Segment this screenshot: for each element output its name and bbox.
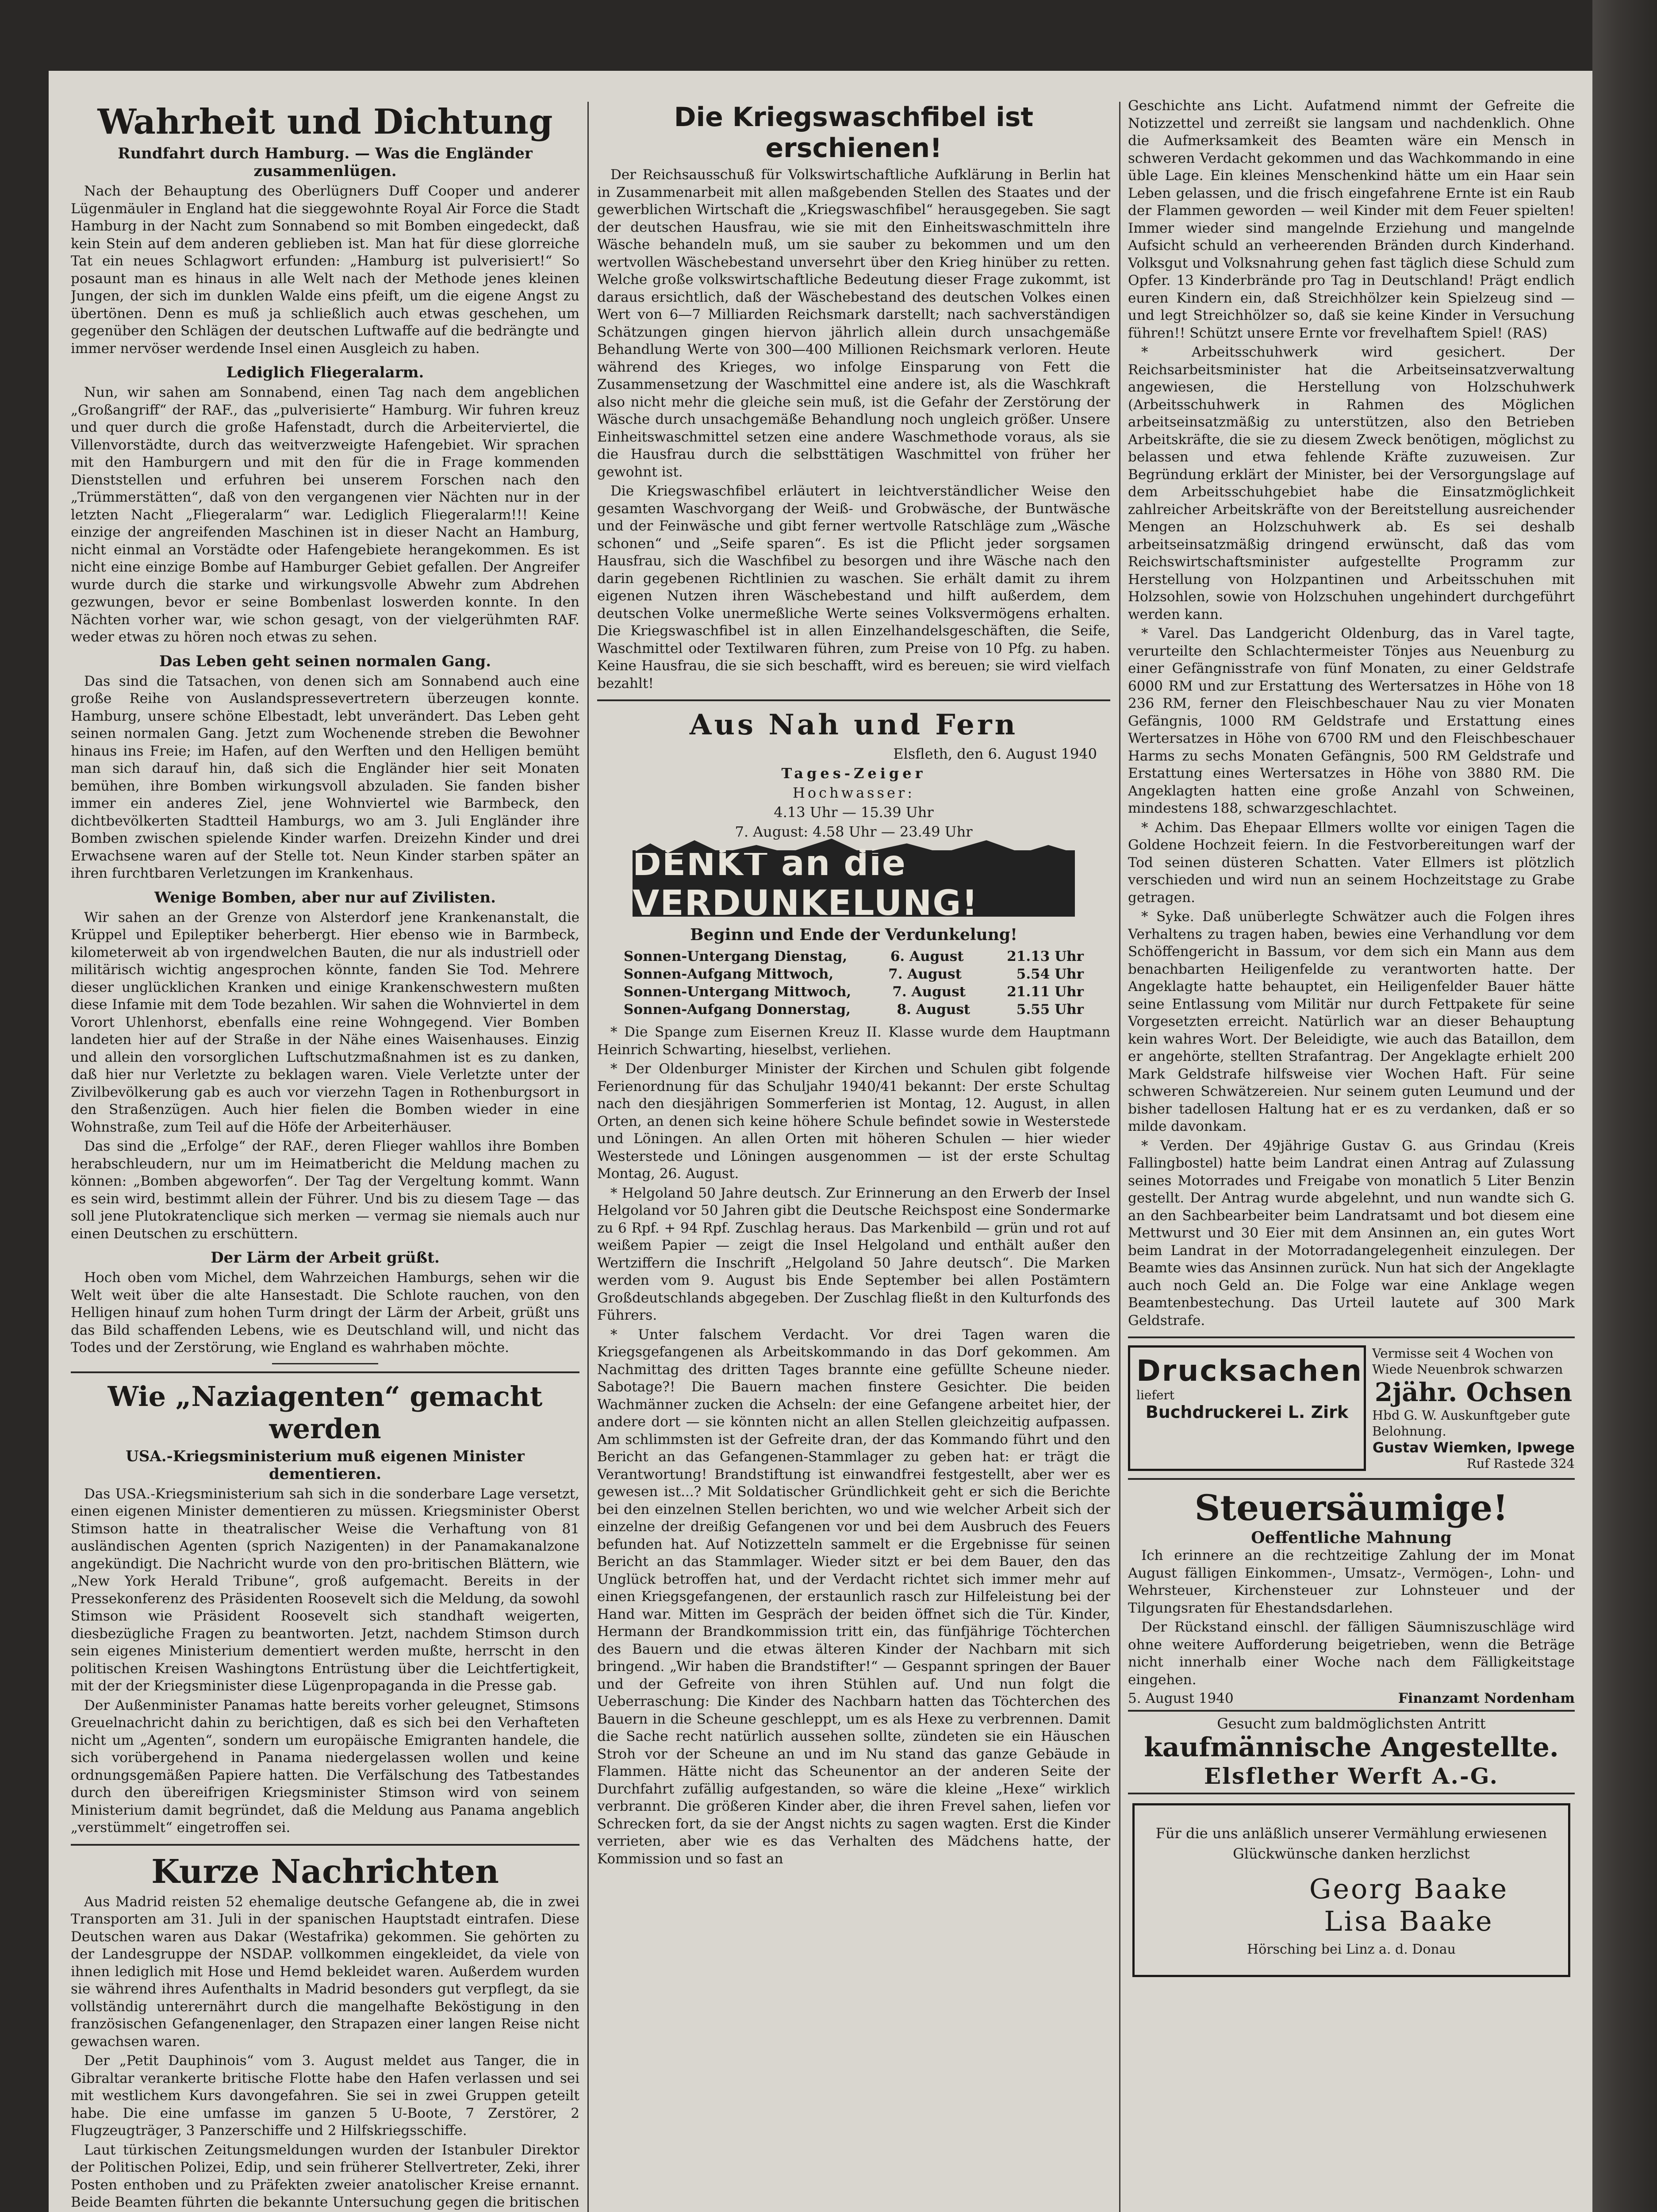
- dateline: Elsfleth, den 6. August 1940: [893, 745, 1097, 762]
- dank-place: Hörsching bei Linz a. d. Donau: [1247, 1942, 1456, 1957]
- sun-time-row: Sonnen-Aufgang Donnerstag, 8. August 5.55 Uhr: [624, 1002, 1084, 1018]
- article-text: Hoch oben vom Michel, dem Wahrzeichen Hamburgs, sehen wir die Welt weit über die alte Hansestadt. Die Schlote rauchen, von den Helligen hinauf zum hohen Turm dringt der Lärm der Arbeit, grüßt uns das Bild schaffenden Lebens, wie es Deutschland will, und nicht das Todes und der Zerstörung, wie England es wahrhaben möchte.: [71, 1270, 579, 1356]
- stellenangebot-ad: [1128, 1715, 1575, 1789]
- drucksachen-ad: [1128, 1345, 1366, 1471]
- article-text: Das sind die „Erfolge“ der RAF., deren Flieger wahllos ihre Bomben herabschleudern, nur um im Heimatbericht die Meldung machen zu können: „Bomben abgeworfen“. Der Tag der Vergeltung kommt. Wann es sein wird, bestimmt allein der Führer. Und bis zu diesem Tage — das soll jene Plutokratenclique sich merken — vermag sie niemals auch nur einen Deutschen zu erschüttern.: [71, 1138, 579, 1242]
- steuer-date: 5. August 1940: [1128, 1690, 1234, 1706]
- news-item: * Die Spange zum Eisernen Kreuz II. Klasse wurde dem Hauptmann Heinrich Schwarting, hieselbst, verliehen.: [597, 1024, 1110, 1058]
- news-item: * Arbeitsschuhwerk wird gesichert. Der Reichsarbeitsminister hat die Arbeitseinsatzverwaltung angewiesen, die Herstellung von Holzschuhwerk (Arbeitsschuhwerk in Rahmen des Möglichen arbeitseinsatzmäßig zu unterstützen, also den Betrieben Arbeitskräfte, die sie zu diesem Zweck benötigen, möglichst zu belassen und etwa fehlende Kräfte zuzuweisen. Zur Begründung erklärt der Minister, bei der Versorgungslage auf dem Arbeitsschuhgebiet habe die Einsatzmöglichkeit zahlreicher Arbeitskräfte von der Bereitstellung ausreichender Mengen an Holzschuhwerk ab. Es sei deshalb arbeitseinsatzmäßig dringend erwünscht, daß das vom Reichswirtschaftsminister aufgestellte Programm zur Herstellung von Holzpantinen und Arbeitsschuhen mit Holzsohlen, sowie von Holzschuhen ungehindert durchgeführt werden kann.: [1128, 344, 1575, 622]
- news-item: * Varel. Das Landgericht Oldenburg, das in Varel tagte, verurteilte den Schlachtermeister Tönjes aus Neuenburg zu einer Gefängnisstrafe von fünf Monaten, zu einer Geldstrafe 6000 RM und zur Erstattung des Wertersatzes in Höhe von 18 236 RM, ferner den Fleischbeschauer Nau zu vier Monaten Gefängnis, 1000 RM Geldstrafe und Erstattung eines Wertersatzes in Höhe von 6700 RM und den Fleischbeschauer Harms zu sechs Monaten Gefängnis, 500 RM Geldstrafe und Erstattung eines Wertersatzes in Höhe von 3880 RM. Die Angeklagten hatten eine große Anzahl von Schweinen, mindestens 188, schwarzgeschlachtet.: [1128, 626, 1575, 816]
- sun-time-row: Sonnen-Untergang Mittwoch, 7. August 21.11 Uhr: [624, 984, 1084, 1000]
- article-text: Das sind die Tatsachen, von denen sich am Sonnabend auch eine große Reihe von Auslandspressevertretern überzeugen konnte. Hamburg, unsere schöne Elbestadt, lebt unverändert. Das Leben geht seinen normalen Gang. Jetzt zum Wochenende streben die Bewohner hinaus ins Freie; im Hafen, auf den Werften und den Helligen bemüht man sich darauf hin, daß sich die Engländer hier seit Monaten bemühen, ihre Bomben wirkungsvoll abzuladen. Sie fanden bisher immer ein anderes Ziel, jene Wohnviertel wie Barmbeck, den dichtbevölkerten Stadtteil Hamburgs, wo am 3. Juli Engländer ihre Bomben zwischen spielende Kinder warfen. Dreizehn Kinder und drei Erwachsene waren auf der Stelle tot. Neun Kinder starben später an ihren furchtbaren Verletzungen im Krankenhaus.: [71, 673, 579, 881]
- column-1: [71, 97, 579, 2212]
- binding-edge: [1592, 0, 1657, 2212]
- article-title: Kurze Nachrichten: [151, 1852, 499, 1891]
- news-item: * Der Oldenburger Minister der Kirchen und Schulen gibt folgende Ferienordnung für das Schuljahr 1940/41 bekannt: Der erste Schultag nach den diesjährigen Sommerferien ist Montag, 12. August, in allen Orten, an denen sich keine höhere Schule befindet sowie in Westerstede und Löningen. An allen Orten mit höheren Schulen — hier wieder Westerstede und Löningen ausgenommen — ist der erste Schultag Montag, 26. August.: [597, 1061, 1110, 1182]
- news-item: * Helgoland 50 Jahre deutsch. Zur Erinnerung an den Erwerb der Insel Helgoland vor 50 Jahren gibt die Deutsche Reichspost eine Sondermarke zu 6 Rpf. + 94 Rpf. Zuschlag heraus. Das Markenbild — grün und rot auf weißem Papier — zeigt die Insel Helgoland und enthält außer den Wertziffern die Inschrift „Helgoland 50 Jahre deutsch“. Die Marken werden vom 9. August bis Ende September bei allen Postämtern Großdeutschlands abgegeben. Der Zuschlag fließt in den Kulturfonds des Führers.: [597, 1185, 1110, 1323]
- news-item: * Unter falschem Verdacht. Vor drei Tagen waren die Kriegsgefangenen als Arbeitskommando in das Dorf gekommen. Am Nachmittag des dritten Tages brannte eine gefüllte Scheune nieder. Sabotage?! Die Bauern machen finstere Gesichter. Die beiden Wachmänner zucken die Achseln: der eine Gefangene arbeitet hier, der andere dort — sie könnten nicht an allen Stellen gleichzeitig aufpassen. Am schlimmsten ist der Gefreite dran, der das Kommando führt und den Bericht an das Gefangenen-Stammlager zu geben hat: er trägt die Verantwortung! Brandstiftung ist einwandfrei festgestellt, aber wer es gewesen ist...? Mit Soldatischer Gründlichkeit geht er sich die Berichte bei den einzelnen Stellen berichten, wo und wie welcher Arbeit sich der einzelne der dreißig Gefangenen vor und bei dem Ausbruch des Feuers befunden hat. Auf Notizzetteln sammelt er die Ergebnisse für seinen Bericht an das Stammlager. Wieder sitzt er bei dem Bauer, den das Unglück betroffen hat, und der Verdacht richtet sich immer mehr auf einen Kriegsgefangenen, der erstaunlich rasch zur Hilfeleistung bei der Hand war. Mitten im Gespräch der beiden öffnet sich die Tür. Kinder, Hermann der Brandkommission tritt ein, das fünfjährige Töchterchen des Bauern und die etwas älteren Kinder der Nachbarn mit sich bringend. „Wir haben die Brandstifter!“ — Gespannt springen der Bauer und der Gefreite von ihren Stühlen auf. Und nun folgt die Ueberraschung: Die Kinder des Nachbarn hatten das Töchterchen des Bauern in die Scheune geschleppt, um es als Hexe zu verbrennen. Damit die Sache recht natürlich aussehen sollte, zündeten sie ein Häuschen Stroh vor der Scheune an und im Nu stand das ganze Gebäude in Flammen. Hätte nicht das Scheunentor an der anderen Seite der Durchfahrt zufällig aufgestanden, so wäre die kleine „Hexe“ wirklich verbrannt. Die größeren Kinder aber, die ihren Frevel sahen, liefen vor Schrecken fort, da sie der Angst nichts zu sagen wagten. Erst die Kinder verrieten, aber wie es das Verhalten des Mädchens hatte, der Kommission und so fast an: [597, 1326, 1110, 1867]
- article-text: Aus Madrid reisten 52 ehemalige deutsche Gefangene ab, die in zwei Transporten am 31. Juli in der spanischen Hauptstadt eintrafen. Diese Deutschen waren aus Dakar (Westafrika) gekommen. Sie gehörten zu der Landesgruppe der NSDAP. vollkommen eingekleidet, da viele von ihnen lediglich mit Hose und Hemd bekleidet waren. Außerdem wurden sie während ihres Aufenthalts in Madrid besonders gut verpflegt, da sie vollständig unterernährt durch die mangelhafte Beköstigung in den französischen Gefangenenlager, den Strapazen einer langen Reise nicht gewachsen waren.: [71, 1893, 579, 2050]
- divider: [272, 1363, 378, 1364]
- sun-time-row: Sonnen-Aufgang Mittwoch, 7. August 5.54 Uhr: [624, 966, 1084, 982]
- column-3: [1128, 97, 1575, 2212]
- article-text: Der „Petit Dauphinois“ vom 3. August meldet aus Tanger, die in Gibraltar verankerte britische Flotte habe den Hafen verlassen und sei mit westlichem Kurs davongefahren. Sie sei in zwei Gruppen geteilt habe. Die eine umfasse im ganzen 5 U-Boote, 7 Zerstörer, 2 Flugzeugträger, 3 Panzerschiffe und 2 Hilfskriegsschiffe.: [71, 2053, 579, 2139]
- dank-ad: [1132, 1803, 1570, 1977]
- article-subtitle: Rundfahrt durch Hamburg. — Was die Engländer zusammenlügen.: [118, 145, 533, 180]
- verdunkelung-banner-text: DENKT an die VERDUNKELUNG!: [633, 844, 978, 923]
- tages-zeiger-heading: Tages-Zeiger: [781, 765, 926, 782]
- steuer-subtitle: Oeffentliche Mahnung: [1251, 1528, 1452, 1547]
- ochsen-lost-text: Vermisse seit 4 Wochen von Wiede Neuenbrok schwarzen: [1372, 1346, 1563, 1377]
- steuer-mahnung-ad: [1128, 1487, 1575, 1706]
- ochsen-owner: Gustav Wiemken, Ipwege: [1372, 1439, 1575, 1456]
- section-heading: Das Leben geht seinen normalen Gang.: [159, 652, 491, 670]
- drucksachen-liefert: liefert: [1136, 1388, 1175, 1402]
- section-heading: Lediglich Fliegeralarm.: [226, 364, 424, 381]
- job-company: Elsflether Werft A.-G.: [1204, 1763, 1499, 1789]
- divider: [1128, 1793, 1575, 1794]
- dank-name: Georg Baake: [1309, 1873, 1509, 1905]
- ad-row: [1128, 1345, 1575, 1471]
- divider: [1128, 1710, 1575, 1712]
- drucksachen-title: Drucksachen: [1136, 1354, 1363, 1388]
- article-text: Laut türkischen Zeitungsmeldungen wurden der Istanbuler Direktor der Politischen Polizei, Edip, und sein früherer Stellvertreter, Zeki, ihrer Posten enthoben und zu Präfekten zweier anatolischer Kreise ernannt. Beide Beamten führten die bekannte Untersuchung gegen die britischen: [71, 2142, 579, 2210]
- column-rule: [1119, 102, 1120, 2212]
- steuer-title: Steuersäumige!: [1194, 1487, 1508, 1528]
- article-text: Nach der Behauptung des Oberlügners Duff Cooper und anderer Lügenmäuler in England hat die sieggewohnte Royal Air Force die Stadt Hamburg in der Nacht zum Sonnabend so mit Bomben eingedeckt, daß kein Stein auf dem anderen geblieben ist. Man hat für diese glorreiche Tat ein neues Schlagwort erfunden: „Hamburg ist pulverisiert!“ So posaunt man es hinaus in alle Welt nach der Methode jenes kleinen Jungen, der sich im dunklen Walde eins pfeift, um die eigene Angst zu übertönen. Denn es muß ja schließlich auch etwas geschehen, um gegenüber den Schlägen der deutschen Luftwaffe auf die bedrängte und immer nervöser werdende Insel einen Ausgleich zu haben.: [71, 183, 579, 357]
- divider: [1128, 1336, 1575, 1338]
- divider: [71, 1371, 579, 1373]
- steuer-text: Der Rückstand einschl. der fälligen Säumniszuschläge wird ohne weitere Aufforderung beigetrieben, wenn die Beträge nicht innerhalb einer Woche nach dem Fälligkeitstage eingehen.: [1128, 1619, 1575, 1688]
- section-heading: Der Lärm der Arbeit grüßt.: [211, 1249, 440, 1267]
- ochsen-phone: Ruf Rastede 324: [1466, 1456, 1575, 1471]
- divider: [71, 1844, 579, 1846]
- article-text: Der Reichsausschuß für Volkswirtschaftliche Aufklärung in Berlin hat in Zusammenarbeit mit allen maßgebenden Stellen des Staates und der gewerblichen Wirtschaft die „Kriegswaschfibel“ herausgegeben. Sie sagt der deutschen Hausfrau, wie sie mit den Einheitswaschmitteln ihre Wäsche behandeln muß, um sie sauber zu bekommen und um den wertvollen Wäschebestand unversehrt über den Krieg hinüber zu retten. Welche große volkswirtschaftliche Bedeutung dieser Frage zukommt, ist daraus ersichtlich, daß der Wäschebestand des deutschen Volkes einen Wert von 6—7 Milliarden Reichsmark darstellt; nach sachverständigen Schätzungen gingen hiervon jährlich allein durch unsachgemäße Behandlung Werte von 300—400 Millionen Reichsmark verloren. Heute während des Krieges, wo infolge Einsparung von Fett die Zusammensetzung der Waschmittel eine andere ist, als die Waschkraft also nicht mehr die gleiche sein muß, ist die Gefahr der Zerstörung der Wäsche durch unsachgemäße Behandlung noch ungleich größer. Unsere Einheitswaschmittel setzen eine andere Waschmethode voraus, als sie die Hausfrau durch die selbsttätigen Waschmittel von früher her gewohnt ist.: [597, 167, 1110, 480]
- job-title: kaufmännische Angestellte.: [1144, 1732, 1559, 1763]
- news-item: * Verden. Der 49jährige Gustav G. aus Grindau (Kreis Fallingbostel) hatte beim Landrat einen Antrag auf Zulassung seines Motorrades und Freigabe von monatlich 5 Liter Benzin gestellt. Der Antrag wurde abgelehnt, und nun wandte sich G. an den Sachbearbeiter beim Landratsamt und bot diesem eine Mettwurst und 30 Eier mit dem Ansinnen an, ein gutes Wort beim Landrat in der Motorradangelegenheit einzulegen. Der Beamte wies das Ansinnen zurück. Nun hat sich der Angeklagte auch noch Geld an. Die Folge war eine Anklage wegen Beamtenbestechung. Das Urteil lautete auf 300 Mark Geldstrafe.: [1128, 1137, 1575, 1329]
- steuer-office: Finanzamt Nordenham: [1398, 1690, 1575, 1706]
- column-rule: [587, 102, 589, 2212]
- divider: [1128, 1478, 1575, 1480]
- section-heading: Wenige Bomben, aber nur auf Zivilisten.: [154, 888, 496, 906]
- steuer-text: Ich erinnere an die rechtzeitige Zahlung der im Monat August fälligen Einkommen-, Umsatz-, Vermögen-, Lohn- und Wehrsteuer, Kirchensteuer zur Lohnsteuer und der Tilgungsraten für Ehestandsdarlehen.: [1128, 1548, 1575, 1616]
- divider: [597, 699, 1110, 701]
- sun-time-row: Sonnen-Untergang Dienstag, 6. August 21.13 Uhr: [624, 949, 1084, 964]
- article-text: Die Kriegswaschfibel erläutert in leichtverständlicher Weise den gesamten Waschvorgang der Weiß- und Grobwäsche, der Buntwäsche und der Feinwäsche und gibt ferner wertvolle Ratschläge zum „Wäsche schonen“ und „Seife sparen“. Es ist die Pflicht jeder sorgsamen Hausfrau, sich die Waschfibel zu besorgen und ihre Wäsche nach den darin gegebenen Richtlinien zu waschen. Sie erhält damit zu ihrem eigenen Nutzen ihren Wäschebestand und hilft außerdem, dem deutschen Volke unermeßliche Werte seines Volksvermögens erhalten. Die Kriegswaschfibel ist in allen Einzelhandelsgeschäften, die Seife, Waschmittel oder Textilwaren führen, zum Preise von 10 Pfg. zu haben. Keine Hausfrau, die sie sich beschafft, wird es bereuen; sie wird vielfach bezahlt!: [597, 483, 1110, 691]
- job-intro: Gesucht zum baldmöglichsten Antritt: [1217, 1715, 1486, 1732]
- hochwasser-today: 4.13 Uhr — 15.39 Uhr: [774, 804, 934, 821]
- news-item: * Achim. Das Ehepaar Ellmers wollte vor einigen Tagen die Goldene Hochzeit feiern. In die Festvorbereitungen warf der Tod seinen düsteren Schatten. Vater Ellmers ist plötzlich verschieden und wird nun an seinem Hochzeitstage zu Grabe getragen.: [1128, 819, 1575, 906]
- article-text: Der Außenminister Panamas hatte bereits vorher geleugnet, Stimsons Greuelnachricht dahin zu berichtigen, daß es sich bei den Verhafteten nicht um „Agenten“, sondern um europäische Emigranten handele, die sich vorübergehend in Panama niedergelassen wollen und keine ordnungsgemäßen Papiere hatten. Die Verfälschung des Tatbestandes durch den übereifrigen Kriegsminister Stimson wird von seinem Ministerium damit begründet, daß die Meldung aus Panama angeblich „verstümmelt“ eingetroffen sei.: [71, 1697, 579, 1836]
- hochwasser-tomorrow: 7. August: 4.58 Uhr — 23.49 Uhr: [735, 823, 973, 840]
- article-text: Das USA.-Kriegsministerium sah sich in die sonderbare Lage versetzt, einen eigenen Minister dementieren zu müssen. Kriegsminister Oberst Stimson hatte in theatralischer Weise die Verhaftung von 81 ausländischen Agenten (sprich Nazigenten) in der Panamakanalzone angekündigt. Die Nachricht wurde von den pro-britischen Blättern, wie „New York Herald Tribune“, groß aufgemacht. Bereits in der Pressekonferenz des Präsidenten Roosevelt sich die Meldung, da sowohl Stimson wie Präsident Roosevelt sich standhaft weigerten, diesbezügliche Fragen zu beantworten. Jetzt, nachdem Stimson durch sein eigenes Ministerium dementiert werden mußte, herrscht in den politischen Kreisen Washingtons Entrüstung über die Leichtfertigkeit, mit der der Kriegsminister diese Lügenpropaganda in die Presse gab.: [71, 1486, 579, 1694]
- news-item: * Syke. Daß unüberlegte Schwätzer auch die Folgen ihres Verhaltens zu tragen haben, bewies eine Verhandlung vor dem Schöffengericht in Bassum, vor dem sich ein Mann aus dem benachbarten Heiligenfelde zu verantworten hatte. Der Angeklagte hatte behauptet, ein Heiligenfelder Bauer hätte seine Entlassung vom Militär nur durch Fettpakete für seine Vorgesetzten erreicht. Natürlich war an dieser Behauptung kein wahres Wort. Der Beleidigte, wie auch das Bataillon, dem er angehörte, stellten Strafantrag. Der Angeklagte erhielt 200 Mark Geldstrafe hilfsweise vier Wochen Haft. Für seine schweren Schwätzereien. Nur seinem guten Leumund und der bisher tadellosen Haltung hat er es zu verdanken, daß er so milde davonkam.: [1128, 909, 1575, 1134]
- hochwasser-label: Hochwasser:: [792, 784, 915, 801]
- article-subtitle: USA.-Kriegsministerium muß eigenen Minister dementieren.: [126, 1447, 525, 1483]
- article-title: Wie „Naziagenten“ gemacht werden: [107, 1380, 543, 1445]
- verdunkelung-banner: [633, 844, 1075, 923]
- ochsen-ad: [1372, 1345, 1575, 1471]
- article-text: Nun, wir sahen am Sonnabend, einen Tag nach dem angeblichen „Großangriff“ der RAF., das „pulverisierte“ Hamburg. Wir fuhren kreuz und quer durch die große Hafenstadt, durch die Arbeiterviertel, die Villenvorstädte, durch das weitverzweigte Hafengebiet. Wir sprachen mit den Hamburgern und mit den für die in Frage kommenden Dienststellen und erfuhren bei unserem Forschen nach den „Trümmerstätten“, daß von den vergangenen vier Nächten nur in der letzten Nacht „Fliegeralarm“ war. Lediglich Fliegeralarm!!! Keine einzige der angreifenden Maschinen ist in dieser Nacht an Hamburg, nicht einmal an Vorstädte oder Hafengebiete herangekommen. Es ist nicht eine einzige Bombe auf Hamburger Gebiet gefallen. Der Angreifer wurde durch die starke und wirkungsvolle Abwehr zum Abdrehen gezwungen, bevor er seine Bombenlast loswerden konnte. In den Nächten vorher war, wie schon gesagt, von der vielgerühmten RAF. weder etwas zu hören noch etwas zu sehen.: [71, 384, 579, 645]
- dank-name: Lisa Baake: [1324, 1905, 1494, 1937]
- ochsen-reward: Hbd G. W. Auskunftgeber gute Belohnung.: [1372, 1408, 1570, 1439]
- article-title: Die Kriegswaschfibel ist erschienen!: [674, 102, 1034, 164]
- ochsen-title: 2jähr. Ochsen: [1374, 1377, 1573, 1407]
- dank-text: Für die uns anläßlich unserer Vermählung erwiesenen Glückwünsche danken herzlichst: [1155, 1825, 1547, 1862]
- section-title: Aus Nah und Fern: [689, 708, 1018, 741]
- sun-times-table: [597, 948, 1110, 1018]
- article-text: Wir sahen an der Grenze von Alsterdorf jene Krankenanstalt, die Krüppel und Epileptiker beherbergt. Hier ebenso wie in Barmbeck, kilometerweit ab von irgendwelchen Bauten, die nur als industriell oder militärisch wichtig angesprochen könnte, fanden Sie Tod. Mehrere dieser unglücklichen Kranken und einige Krankenschwestern mußten diese Infamie mit dem Tode bezahlen. Wir sahen die Wohnviertel in dem Vorort Uhlenhorst, ebenfalls eine reine Wohngegend. Vier Bomben landeten hier auf der Straße in der Nähe eines Waisenhauses. Einzig und allein den vorsorglichen Luftschutzmaßnahmen ist es zu danken, daß hier nur Verletzte zu beklagen waren. Viele Verletzte unter der Zivilbevölkerung gab es auch vor vierzehn Tagen in Rothenburgsort in den Straßenzügen. Auch hier fielen die Bomben wieder in eine Wohnstraße, zum Teil auf die Höfe der Arbeiterhäuser.: [71, 909, 579, 1135]
- verdunkelung-subtitle: Beginn und Ende der Verdunkelung!: [690, 926, 1017, 944]
- column-2: [597, 97, 1110, 2212]
- article-title: Wahrheit und Dichtung: [97, 102, 553, 142]
- steuer-signature: [1128, 1690, 1575, 1706]
- news-item: Geschichte ans Licht. Aufatmend nimmt der Gefreite die Notizzettel und zerreißt sie langsam und nachdenklich. Ohne die Aufmerksamkeit des Beamten wäre ein Mensch in schweren Verdacht gekommen und das Wachkommando in eine üble Lage. Ein kleines Menschenkind hätte um ein Haar sein Leben gelassen, und die frisch eingefahrene Ernte ist ein Raub der Flammen geworden — weil Kinder mit dem Feuer spielten! Immer wieder sind mangelnde Erziehung und mangelnde Aufsicht schuld an verheerenden Bränden durch Kinderhand. Volksgut und Volksnahrung gehen fast täglich diese Schuld zum Opfer. 13 Kinderbrände pro Tag in Deutschland! Prägt endlich euren Kindern ein, daß Streichhölzer kein Spielzeug sind — und legt Streichhölzer so, daß sie keine Kinder in Versuchung führen!! Schützt unsere Ernte vor frevelhaftem Spiel! (RAS): [1128, 98, 1575, 341]
- drucksachen-printer: Buchdruckerei L. Zirk: [1145, 1402, 1349, 1422]
- newspaper-page: [49, 71, 1592, 2212]
